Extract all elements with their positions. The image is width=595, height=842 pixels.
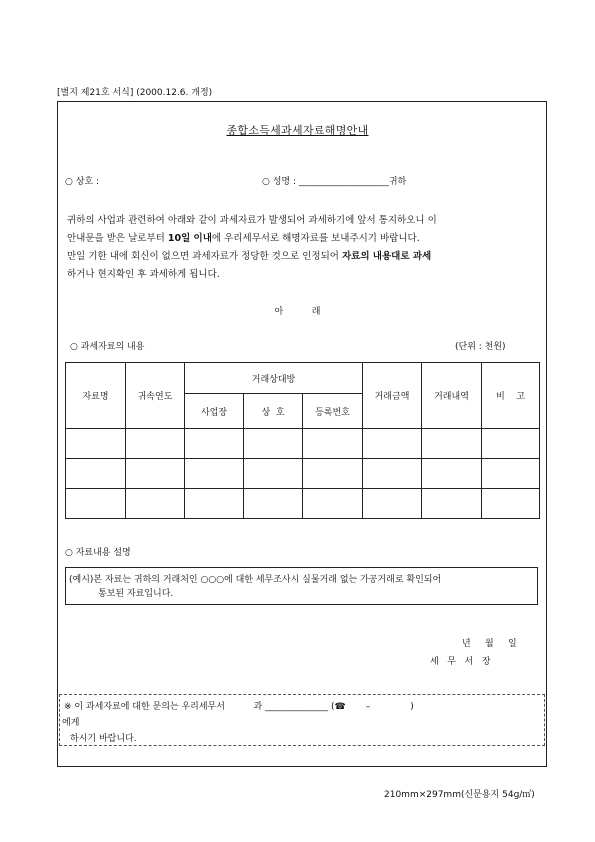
table-cell[interactable] [482, 489, 540, 519]
table-row [66, 429, 540, 459]
explanation-box[interactable] [65, 567, 538, 605]
header-data-name: 자료명 [66, 363, 126, 429]
table-cell[interactable] [422, 459, 482, 489]
table-cell[interactable] [66, 429, 126, 459]
table-cell[interactable] [363, 429, 422, 459]
inquiry-box [59, 694, 545, 746]
unit-label: (단위 : 천원) [455, 342, 506, 352]
notice-deadline: 10일 이내 [167, 233, 212, 244]
table-cell[interactable] [244, 429, 303, 459]
header-business-place: 사업장 [185, 394, 244, 429]
date-line: 년 월 일 [462, 639, 517, 649]
header-reg-no: 등록번호 [303, 394, 363, 429]
inquiry-line-1: ※ 이 과세자료에 대한 문의는 우리세무서 과 ______________ (☎ – ) [64, 702, 414, 712]
notice-line-4: 하거나 현지확인 후 과세하게 됩니다. [67, 269, 220, 280]
paper-spec: 210mm×297mm(신문용지 54g/㎡) [384, 790, 535, 800]
explain-section-label: ○ 자료내용 설명 [65, 548, 131, 558]
table-cell[interactable] [363, 459, 422, 489]
table-cell[interactable] [185, 459, 244, 489]
table-cell[interactable] [422, 489, 482, 519]
table-cell[interactable] [482, 429, 540, 459]
explanation-line-2: 통보된 자료입니다. [98, 589, 174, 599]
table-cell[interactable] [126, 459, 185, 489]
table-header-row [66, 363, 540, 394]
table-cell[interactable] [244, 489, 303, 519]
inquiry-line-3: 하시기 바랍니다. [70, 734, 137, 744]
table-row [66, 459, 540, 489]
header-year: 귀속연도 [126, 363, 185, 429]
name-label: ○ 성명 : ____________________귀하 [262, 177, 407, 187]
notice-tax-emphasis: 자료의 내용대로 과세 [341, 251, 432, 262]
table-cell[interactable] [126, 429, 185, 459]
header-counterparty: 거래상대방 [185, 363, 363, 394]
notice-line-1: 귀하의 사업과 관련하여 아래와 같이 과세자료가 발생되어 과세하기에 앞서 통지하오니 이 [67, 215, 437, 226]
table-cell[interactable] [66, 489, 126, 519]
explanation-line-1: (예시)본 자료는 귀하의 거래처인 ○○○에 대한 세무조사시 실물거래 없는 가공거래로 확인되어 [69, 575, 442, 585]
table-cell[interactable] [303, 489, 363, 519]
table-cell[interactable] [482, 459, 540, 489]
taxdata-section-label: ○ 과세자료의 내용 [70, 342, 145, 352]
notice-line-2-pre: 안내문을 받은 날로부터 [67, 233, 168, 244]
notice-line-3-pre: 만일 기한 내에 회신이 없으면 과세자료가 정당한 것으로 인정되어 [67, 251, 342, 262]
table-cell[interactable] [185, 489, 244, 519]
notice-line-2 [67, 230, 537, 248]
notice-line-2-post: 에 우리세무서로 해명자료를 보내주시기 바랍니다. [211, 233, 420, 244]
header-trade-name: 상 호 [244, 394, 303, 429]
notice-line-3 [67, 248, 537, 266]
header-amount: 거래금액 [363, 363, 422, 429]
table-cell[interactable] [303, 429, 363, 459]
form-reference: [별지 제21호 서식] (2000.12.6. 개정) [57, 88, 213, 98]
table-cell[interactable] [422, 429, 482, 459]
header-remarks: 비 고 [482, 363, 540, 429]
table-cell[interactable] [185, 429, 244, 459]
inquiry-line-2: 에게 [62, 718, 80, 728]
table-cell[interactable] [244, 459, 303, 489]
trade-name-label: ○ 상호 : [65, 177, 99, 187]
taxdata-table [65, 362, 540, 519]
form-title: 종합소득세과세자료해명안내 [226, 124, 369, 137]
table-cell[interactable] [303, 459, 363, 489]
table-cell[interactable] [66, 459, 126, 489]
below-heading: 아 래 [274, 307, 321, 317]
table-cell[interactable] [126, 489, 185, 519]
header-details: 거래내역 [422, 363, 482, 429]
table-cell[interactable] [363, 489, 422, 519]
table-row [66, 489, 540, 519]
tax-office-chief: 세 무 서 장 [430, 657, 491, 667]
